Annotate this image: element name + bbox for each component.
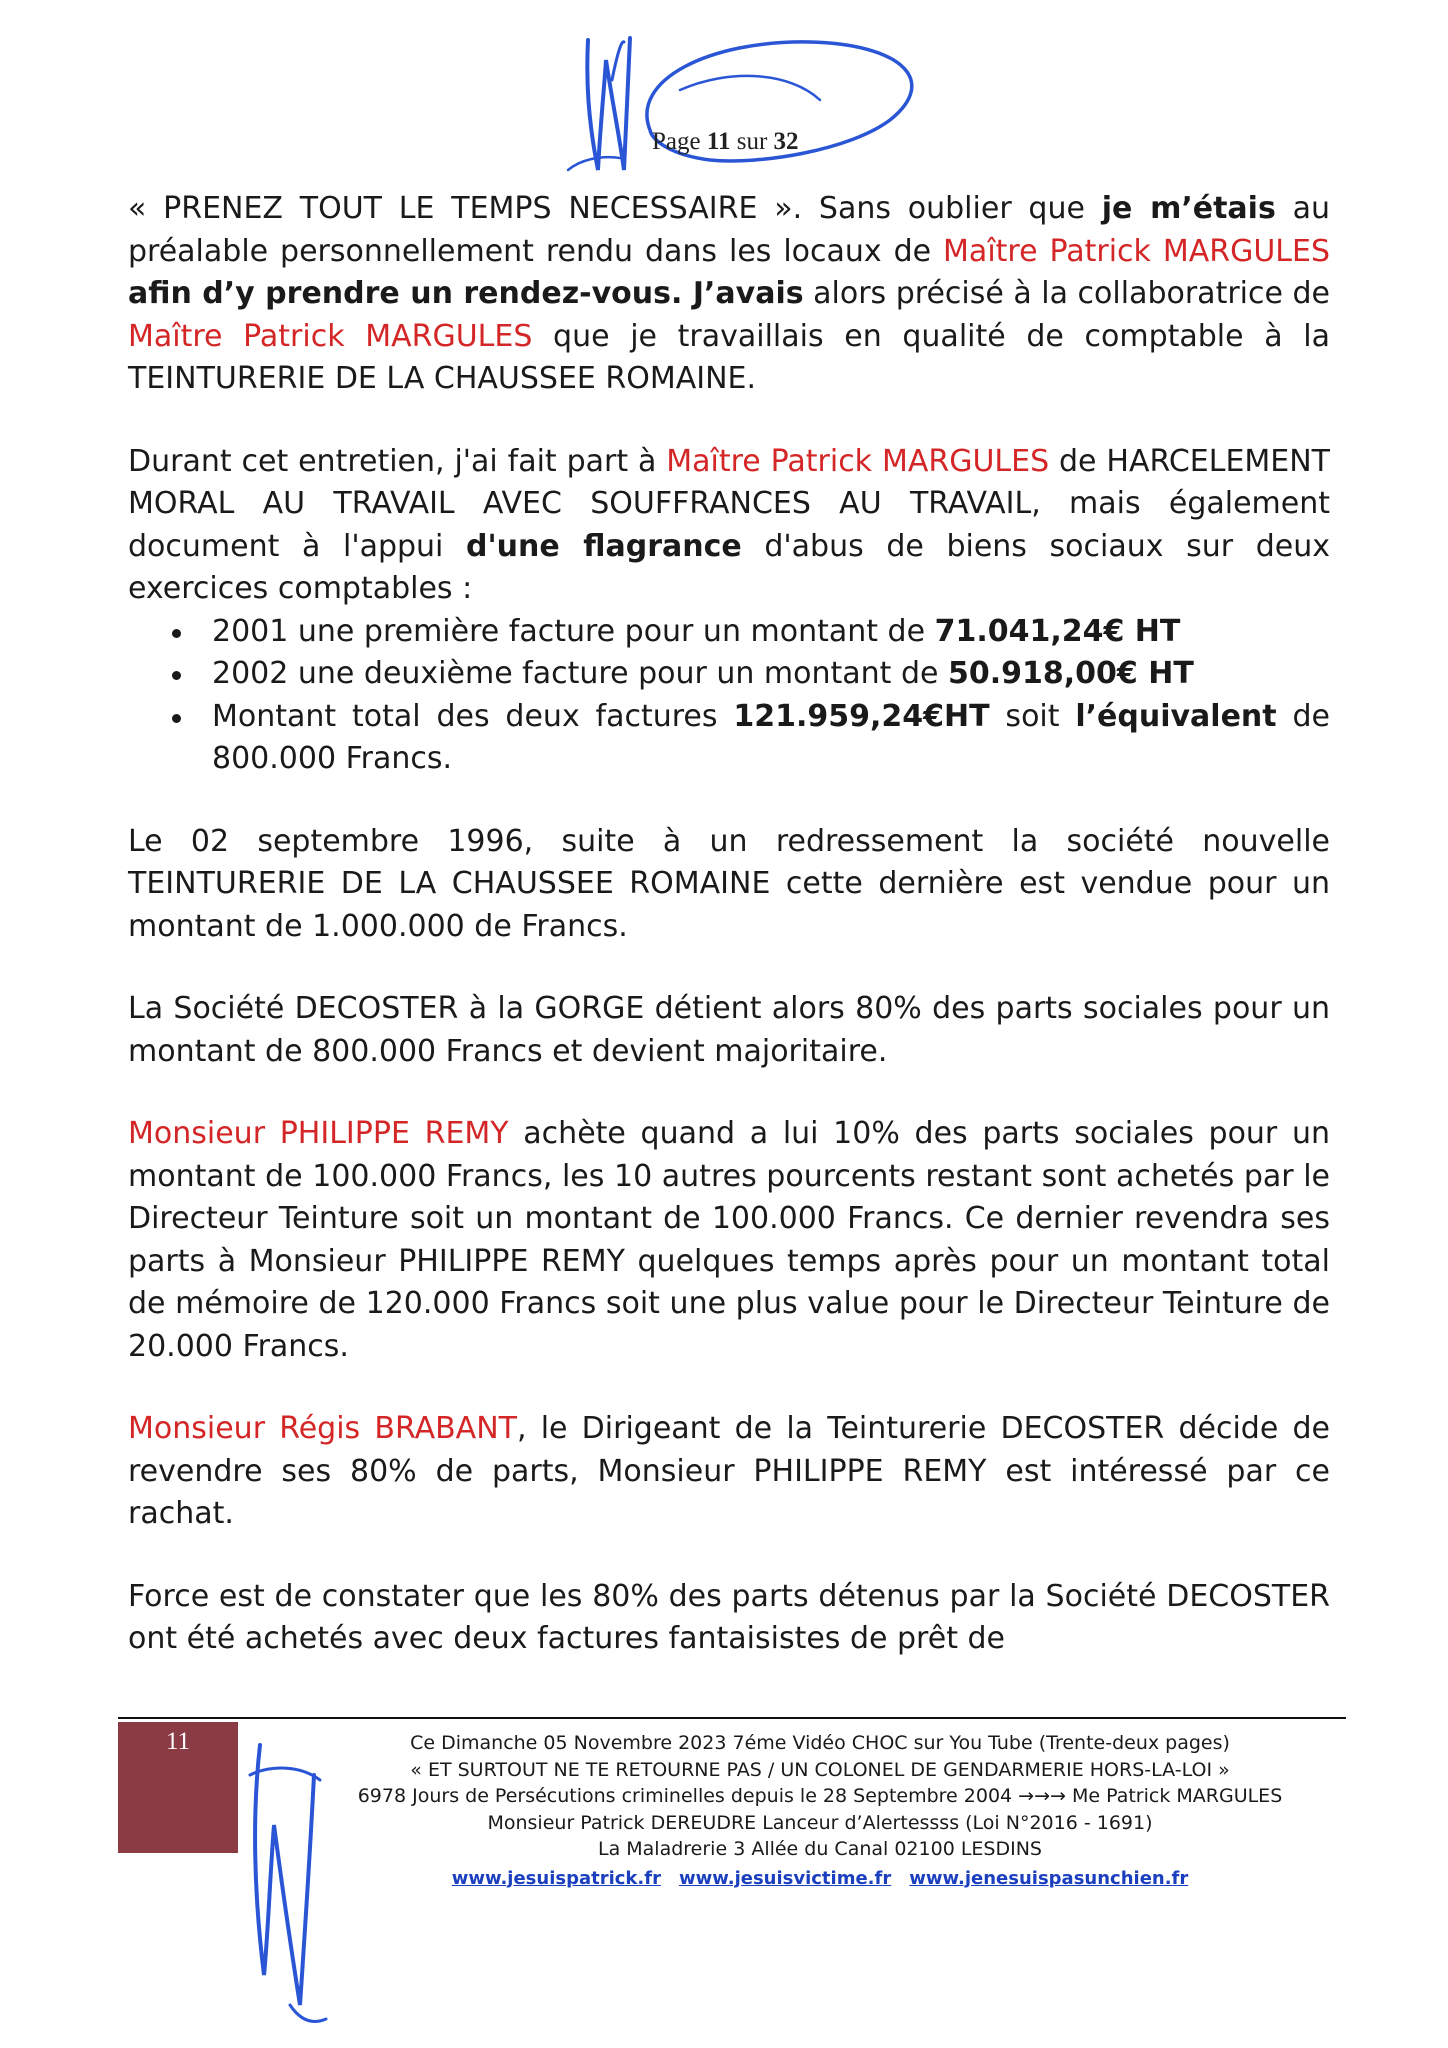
footer-links [300, 1865, 1340, 1893]
text-run: « PRENEZ TOUT LE TEMPS NECESSAIRE ». Sans oublier que [128, 191, 1102, 226]
text-run: alors précisé à la collaboratrice de [803, 276, 1330, 311]
paragraph-1 [128, 188, 1330, 401]
paragraph-gap [128, 781, 1330, 821]
document-body [128, 188, 1330, 1661]
text-run: , le Dirigeant de la Teinturerie DECOSTER décide de revendre ses 80% de parts, Monsieur PHILIPPE REMY est intéressé par ce rachat. [128, 1411, 1330, 1531]
paragraph-gap [128, 948, 1330, 988]
footer-divider [118, 1717, 1346, 1719]
link-jesuisvictime[interactable]: www.jesuisvictime.fr [679, 1867, 892, 1889]
paragraph-3: Le 02 septembre 1996, suite à un redressement la société nouvelle TEINTURERIE DE LA CHAUSSEE ROMAINE cette dernière est vendue pour un montant de 1.000.000 de Francs. [128, 823, 1330, 944]
highlighted-name: Maître Patrick MARGULES [943, 233, 1330, 269]
paragraph-gap [128, 1073, 1330, 1113]
list-item [128, 653, 1330, 696]
list-item-amount: 121.959,24€HT [733, 698, 990, 734]
link-jesuispatrick[interactable]: www.jesuispatrick.fr [451, 1867, 661, 1889]
footer-line-2: « ET SURTOUT NE TE RETOURNE PAS / UN COLONEL DE GENDARMERIE HORS-LA-LOI » [410, 1758, 1230, 1781]
bold-run: je m’étais [1101, 191, 1276, 226]
handwritten-signature-top [560, 20, 940, 190]
text-run: d'abus de biens sociaux sur deux exercices comptables : [128, 528, 1330, 606]
list-item-tail: de 800.000 Francs. [212, 698, 1330, 776]
text-run: que je travaillais en qualité de comptable à la TEINTURERIE DE LA CHAUSSEE ROMAINE. [128, 318, 1330, 396]
paragraph-gap [128, 401, 1330, 441]
invoice-list [128, 611, 1330, 781]
list-item-tail: soit [989, 698, 1076, 734]
highlighted-name: Monsieur Régis BRABANT [128, 1411, 517, 1446]
text-run: achète quand a lui 10% des parts sociales pour un montant de 100.000 Francs, les 10 autres pourcents restant sont achetés par le Directeur Teinture soit un montant de 100.000 Francs. Ce dernier revendra ses parts à Monsieur PHILIPPE REMY quelques temps après pour un montant total de mémoire de 120.000 Francs soit une plus value pour le Directeur Teinture de 20.000 Francs. [128, 1116, 1330, 1364]
list-item-text: Montant total des deux factures [212, 698, 734, 734]
list-item-text: 2002 une deuxième facture pour un montant de [212, 656, 948, 691]
highlighted-name: Maître Patrick MARGULES [666, 443, 1050, 479]
footer-line-4: Monsieur Patrick DEREUDRE Lanceur d’Alertessss (Loi N°2016 - 1691) [487, 1811, 1153, 1834]
text-run: de HARCELEMENT MORAL AU TRAVAIL AVEC SOUFFRANCES AU TRAVAIL, mais également document à l'appui [128, 443, 1331, 564]
page-total: 32 [773, 128, 799, 155]
highlighted-name: Monsieur PHILIPPE REMY [128, 1116, 509, 1151]
paragraph-2 [128, 441, 1330, 611]
footer-line-3: 6978 Jours de Persécutions criminelles depuis le 28 Septembre 2004 →→→ Me Patrick MARGULES [357, 1785, 1283, 1807]
page-current: 11 [706, 128, 731, 155]
paragraph-7: Force est de constater que les 80% des parts détenus par la Société DECOSTER ont été achetés avec deux factures fantaisistes de prêt de [128, 1578, 1330, 1656]
paragraph-gap [128, 1368, 1330, 1408]
text-run: Durant cet entretien, j'ai fait part à [128, 443, 667, 479]
footer-page-number: 11 [165, 1728, 191, 1755]
link-jenesuispasunchien[interactable]: www.jenesuispasunchien.fr [909, 1867, 1189, 1889]
paragraph-5 [128, 1113, 1330, 1368]
footer-line-5: La Maladrerie 3 Allée du Canal 02100 LESDINS [598, 1838, 1042, 1860]
list-item-amount: 71.041,24€ HT [934, 613, 1181, 649]
list-item-amount: 50.918,00€ HT [948, 656, 1194, 691]
list-item [128, 696, 1330, 781]
list-item-bold: l’équivalent [1075, 698, 1277, 734]
page-number [652, 128, 799, 156]
bold-run: afin d’y prendre un rendez-vous. J’avais [128, 276, 804, 311]
paragraph-gap [128, 1536, 1330, 1576]
footer-page-block [118, 1722, 238, 1853]
highlighted-name: Maître Patrick MARGULES [128, 318, 533, 354]
paragraph-4: La Société DECOSTER à la GORGE détient alors 80% des parts sociales pour un montant de 800.000 Francs et devient majoritaire. [128, 991, 1330, 1069]
footer-line-1: Ce Dimanche 05 Novembre 2023 7éme Vidéo CHOC sur You Tube (Trente-deux pages) [410, 1732, 1230, 1754]
list-item [128, 611, 1330, 654]
footer-info [300, 1730, 1340, 1892]
text-run: au préalable personnellement rendu dans les locaux de [128, 191, 1330, 269]
list-item-text: 2001 une première facture pour un montant de [212, 613, 935, 649]
paragraph-6 [128, 1408, 1330, 1536]
bold-run: d'une flagrance [466, 528, 742, 564]
page-of: sur [736, 128, 768, 155]
page-word: Page [652, 128, 701, 155]
